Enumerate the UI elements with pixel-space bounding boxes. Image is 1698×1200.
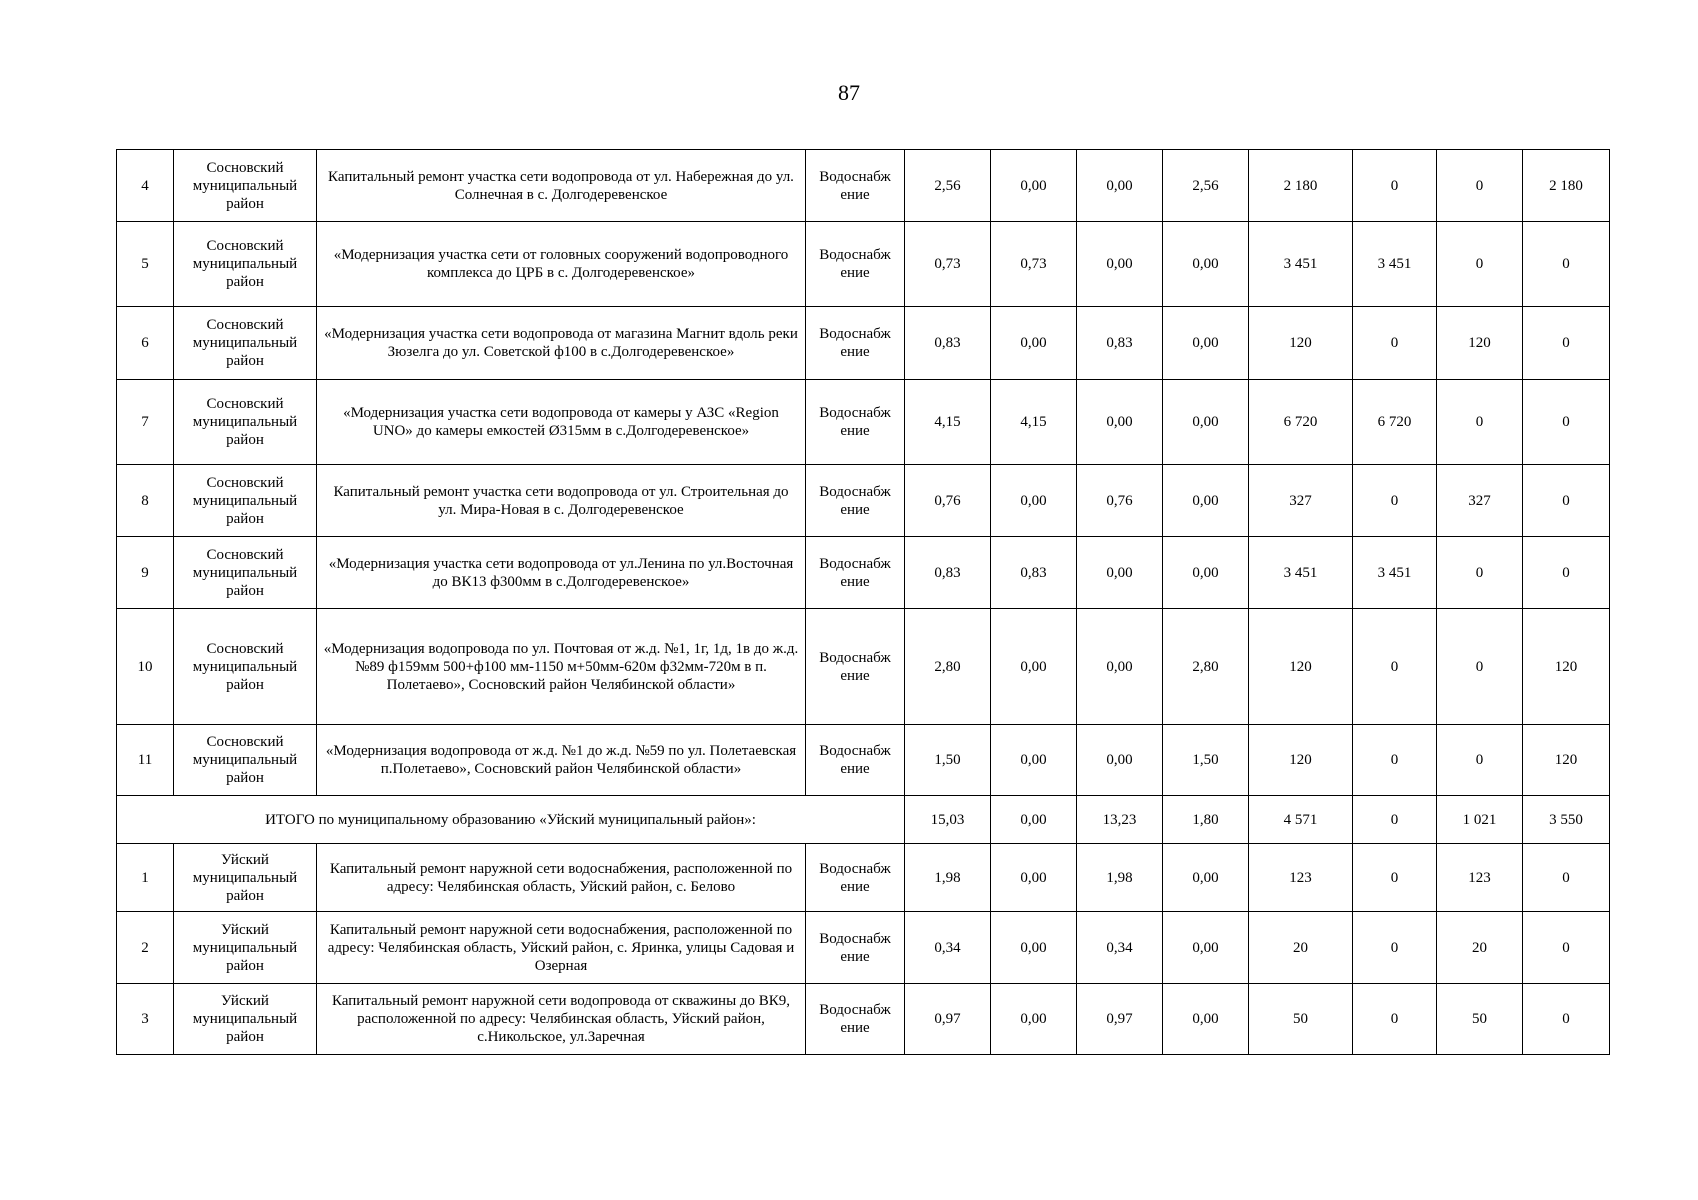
district-cell: Сосновский муниципальный район xyxy=(174,609,317,725)
table-row xyxy=(117,222,1610,307)
value-cell: 0,83 xyxy=(905,307,991,380)
value-cell: 2 180 xyxy=(1249,150,1353,222)
value-cell: 120 xyxy=(1249,609,1353,725)
total-value: 15,03 xyxy=(905,796,991,844)
value-cell: 0,00 xyxy=(1077,150,1163,222)
value-cell: 6 720 xyxy=(1249,380,1353,465)
district-cell: Сосновский муниципальный район xyxy=(174,380,317,465)
value-cell: 4,15 xyxy=(905,380,991,465)
value-cell: 0,76 xyxy=(905,465,991,537)
value-cell: 4,15 xyxy=(991,380,1077,465)
value-cell: 1,50 xyxy=(905,725,991,796)
value-cell: 3 451 xyxy=(1353,537,1437,609)
value-cell: 0,83 xyxy=(1077,307,1163,380)
value-cell: 0,00 xyxy=(1163,380,1249,465)
row-number: 3 xyxy=(117,984,174,1055)
row-number: 1 xyxy=(117,844,174,912)
value-cell: 0,00 xyxy=(1077,380,1163,465)
value-cell: 0,00 xyxy=(1077,609,1163,725)
value-cell: 0 xyxy=(1353,465,1437,537)
row-number: 10 xyxy=(117,609,174,725)
value-cell: 0,00 xyxy=(1163,307,1249,380)
value-cell: 120 xyxy=(1523,609,1610,725)
project-description: «Модернизация участка сети водопровода от камеры у АЗС «Region UNO» до камеры емкостей Ø315мм в с.Долгодеревенское» xyxy=(317,380,806,465)
project-description: «Модернизация водопровода по ул. Почтовая от ж.д. №1, 1г, 1д, 1в до ж.д. №89 ф159мм 500+ф100 мм-1150 м+50мм-620м ф32мм-720м в п. Полетаево», Сосновский район Челябинской области» xyxy=(317,609,806,725)
total-value: 1,80 xyxy=(1163,796,1249,844)
total-row xyxy=(117,796,1610,844)
total-value: 1 021 xyxy=(1437,796,1523,844)
table-row xyxy=(117,465,1610,537)
value-cell: 0,76 xyxy=(1077,465,1163,537)
value-cell: 0 xyxy=(1353,150,1437,222)
total-value: 4 571 xyxy=(1249,796,1353,844)
value-cell: 123 xyxy=(1437,844,1523,912)
value-cell: 0,97 xyxy=(905,984,991,1055)
value-cell: 50 xyxy=(1437,984,1523,1055)
sector-cell: Водоснабж ение xyxy=(806,307,905,380)
sector-cell: Водоснабж ение xyxy=(806,380,905,465)
value-cell: 20 xyxy=(1249,912,1353,984)
value-cell: 0 xyxy=(1437,150,1523,222)
row-number: 7 xyxy=(117,380,174,465)
project-description: Капитальный ремонт наружной сети водоснабжения, расположенной по адресу: Челябинская область, Уйский район, с. Белово xyxy=(317,844,806,912)
sector-cell: Водоснабж ение xyxy=(806,150,905,222)
value-cell: 0,00 xyxy=(991,609,1077,725)
value-cell: 2,56 xyxy=(1163,150,1249,222)
table-row xyxy=(117,307,1610,380)
value-cell: 0 xyxy=(1523,380,1610,465)
value-cell: 0,83 xyxy=(991,537,1077,609)
row-number: 9 xyxy=(117,537,174,609)
total-value: 0 xyxy=(1353,796,1437,844)
value-cell: 0,00 xyxy=(991,150,1077,222)
sector-cell: Водоснабж ение xyxy=(806,984,905,1055)
value-cell: 0 xyxy=(1353,609,1437,725)
value-cell: 0 xyxy=(1523,984,1610,1055)
value-cell: 0,34 xyxy=(905,912,991,984)
value-cell: 0,00 xyxy=(991,465,1077,537)
total-label: ИТОГО по муниципальному образованию «Уйский муниципальный район»: xyxy=(117,796,905,844)
project-description: «Модернизация участка сети водопровода от магазина Магнит вдоль реки Зюзелга до ул. Советской ф100 в с.Долгодеревенское» xyxy=(317,307,806,380)
value-cell: 0 xyxy=(1437,725,1523,796)
sector-cell: Водоснабж ение xyxy=(806,465,905,537)
project-description: «Модернизация участка сети водопровода от ул.Ленина по ул.Восточная до ВК13 ф300мм в с.Долгодеревенское» xyxy=(317,537,806,609)
value-cell: 0,73 xyxy=(905,222,991,307)
investment-table xyxy=(116,149,1610,1055)
value-cell: 0 xyxy=(1437,609,1523,725)
row-number: 8 xyxy=(117,465,174,537)
sector-cell: Водоснабж ение xyxy=(806,912,905,984)
value-cell: 327 xyxy=(1249,465,1353,537)
sector-cell: Водоснабж ение xyxy=(806,844,905,912)
value-cell: 123 xyxy=(1249,844,1353,912)
value-cell: 0,00 xyxy=(991,912,1077,984)
value-cell: 0,83 xyxy=(905,537,991,609)
value-cell: 0,00 xyxy=(991,307,1077,380)
district-cell: Сосновский муниципальный район xyxy=(174,307,317,380)
value-cell: 0,73 xyxy=(991,222,1077,307)
value-cell: 1,50 xyxy=(1163,725,1249,796)
total-value: 3 550 xyxy=(1523,796,1610,844)
sector-cell: Водоснабж ение xyxy=(806,222,905,307)
value-cell: 0,00 xyxy=(1163,844,1249,912)
value-cell: 0,00 xyxy=(1077,537,1163,609)
project-description: «Модернизация водопровода от ж.д. №1 до ж.д. №59 по ул. Полетаевская п.Полетаево», Сосновский район Челябинской области» xyxy=(317,725,806,796)
value-cell: 0 xyxy=(1353,844,1437,912)
value-cell: 0,00 xyxy=(1163,984,1249,1055)
sector-cell: Водоснабж ение xyxy=(806,725,905,796)
value-cell: 3 451 xyxy=(1353,222,1437,307)
value-cell: 0 xyxy=(1437,380,1523,465)
value-cell: 0,00 xyxy=(991,844,1077,912)
district-cell: Сосновский муниципальный район xyxy=(174,725,317,796)
table-row xyxy=(117,984,1610,1055)
table-row xyxy=(117,150,1610,222)
row-number: 6 xyxy=(117,307,174,380)
value-cell: 120 xyxy=(1249,307,1353,380)
value-cell: 0 xyxy=(1353,912,1437,984)
page-number: 87 xyxy=(838,80,860,105)
value-cell: 120 xyxy=(1437,307,1523,380)
value-cell: 0 xyxy=(1353,725,1437,796)
value-cell: 0 xyxy=(1523,465,1610,537)
value-cell: 0 xyxy=(1437,222,1523,307)
district-cell: Сосновский муниципальный район xyxy=(174,222,317,307)
value-cell: 3 451 xyxy=(1249,537,1353,609)
value-cell: 0 xyxy=(1523,844,1610,912)
value-cell: 0 xyxy=(1523,537,1610,609)
project-description: Капитальный ремонт участка сети водопровода от ул. Строительная до ул. Мира-Новая в с. Долгодеревенское xyxy=(317,465,806,537)
value-cell: 0,00 xyxy=(1163,912,1249,984)
district-cell: Уйский муниципальный район xyxy=(174,912,317,984)
project-description: Капитальный ремонт участка сети водопровода от ул. Набережная до ул. Солнечная в с. Долгодеревенское xyxy=(317,150,806,222)
value-cell: 6 720 xyxy=(1353,380,1437,465)
value-cell: 0,00 xyxy=(991,984,1077,1055)
sector-cell: Водоснабж ение xyxy=(806,537,905,609)
value-cell: 2,80 xyxy=(905,609,991,725)
value-cell: 0,00 xyxy=(991,725,1077,796)
row-number: 11 xyxy=(117,725,174,796)
value-cell: 2,56 xyxy=(905,150,991,222)
row-number: 4 xyxy=(117,150,174,222)
value-cell: 2 180 xyxy=(1523,150,1610,222)
value-cell: 120 xyxy=(1523,725,1610,796)
district-cell: Сосновский муниципальный район xyxy=(174,465,317,537)
value-cell: 0,00 xyxy=(1163,465,1249,537)
district-cell: Уйский муниципальный район xyxy=(174,844,317,912)
value-cell: 2,80 xyxy=(1163,609,1249,725)
value-cell: 0,00 xyxy=(1163,222,1249,307)
value-cell: 0 xyxy=(1523,307,1610,380)
district-cell: Сосновский муниципальный район xyxy=(174,150,317,222)
row-number: 5 xyxy=(117,222,174,307)
row-number: 2 xyxy=(117,912,174,984)
project-description: Капитальный ремонт наружной сети водоснабжения, расположенной по адресу: Челябинская область, Уйский район, с. Яринка, улицы Садовая и Озерная xyxy=(317,912,806,984)
value-cell: 0 xyxy=(1523,912,1610,984)
table-row xyxy=(117,380,1610,465)
value-cell: 3 451 xyxy=(1249,222,1353,307)
value-cell: 0,00 xyxy=(1163,537,1249,609)
table-body xyxy=(117,150,1610,1055)
value-cell: 0 xyxy=(1353,984,1437,1055)
district-cell: Уйский муниципальный район xyxy=(174,984,317,1055)
value-cell: 1,98 xyxy=(1077,844,1163,912)
value-cell: 0,00 xyxy=(1077,725,1163,796)
value-cell: 120 xyxy=(1249,725,1353,796)
district-cell: Сосновский муниципальный район xyxy=(174,537,317,609)
value-cell: 20 xyxy=(1437,912,1523,984)
value-cell: 0,34 xyxy=(1077,912,1163,984)
table-row xyxy=(117,912,1610,984)
value-cell: 50 xyxy=(1249,984,1353,1055)
value-cell: 0,97 xyxy=(1077,984,1163,1055)
sector-cell: Водоснабж ение xyxy=(806,609,905,725)
value-cell: 327 xyxy=(1437,465,1523,537)
total-value: 0,00 xyxy=(991,796,1077,844)
value-cell: 0,00 xyxy=(1077,222,1163,307)
table-row xyxy=(117,609,1610,725)
project-description: «Модернизация участка сети от головных сооружений водопроводного комплекса до ЦРБ в с. Долгодеревенское» xyxy=(317,222,806,307)
value-cell: 1,98 xyxy=(905,844,991,912)
table-row xyxy=(117,844,1610,912)
total-value: 13,23 xyxy=(1077,796,1163,844)
value-cell: 0 xyxy=(1437,537,1523,609)
project-description: Капитальный ремонт наружной сети водопровода от скважины до ВК9, расположенной по адресу: Челябинская область, Уйский район, с.Никольское, ул.Заречная xyxy=(317,984,806,1055)
value-cell: 0 xyxy=(1523,222,1610,307)
table-row xyxy=(117,537,1610,609)
value-cell: 0 xyxy=(1353,307,1437,380)
table-row xyxy=(117,725,1610,796)
